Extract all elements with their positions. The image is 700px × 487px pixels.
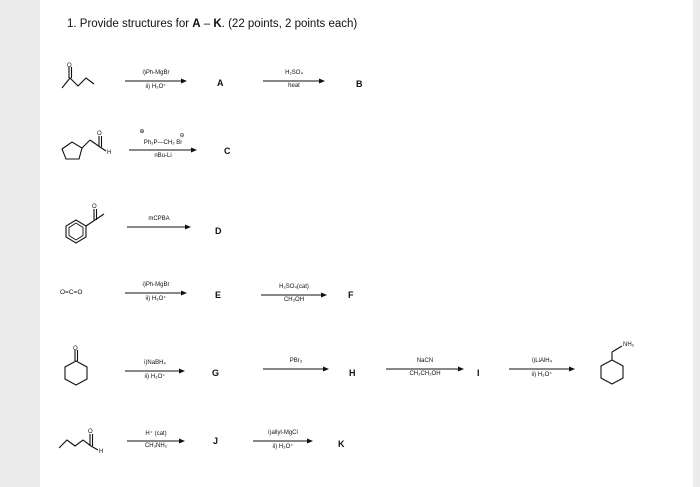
reaction-arrow xyxy=(262,366,330,372)
reagent-label: PBr₃ xyxy=(289,358,303,364)
row5-arrow-2 xyxy=(262,358,330,374)
reagent-label: i)LiAlH₄ xyxy=(531,358,553,364)
reaction-arrow xyxy=(126,224,192,230)
hydrogen-atom: H xyxy=(99,449,104,455)
range-sep: – xyxy=(200,18,214,30)
product-label-I: I xyxy=(477,368,480,378)
range-start: A xyxy=(192,18,201,30)
reagent-label: H⁺ (cat) xyxy=(145,431,167,437)
product-label-A: A xyxy=(217,78,224,88)
row6-arrow-1 xyxy=(126,430,186,456)
product-label-C: C xyxy=(224,146,231,156)
row1-ketone-structure xyxy=(56,62,106,92)
reagent-label: mCPBA xyxy=(148,216,170,222)
question-suffix: . (22 points, 2 points each) xyxy=(221,18,358,30)
reagent-label: i)NaBH₄ xyxy=(144,360,166,366)
oxygen-atom: O xyxy=(97,131,102,137)
range-end: K xyxy=(213,18,222,30)
row3-ketone-structure xyxy=(62,200,122,246)
reagent-label: ii) H₃O⁺ xyxy=(272,444,294,450)
row1-arrow-2 xyxy=(262,70,326,96)
oxygen-atom: O xyxy=(88,429,93,435)
row5-arrow-1 xyxy=(124,360,186,386)
row5-arrow-3 xyxy=(385,358,465,384)
reagent-label: H₂SO₄ xyxy=(285,70,303,76)
product-label-D: D xyxy=(215,226,222,236)
reagent-label: H₂SO₄(cat) xyxy=(279,284,309,290)
row6-arrow-2 xyxy=(252,430,314,456)
row3-arrow xyxy=(126,216,192,232)
product-label-F: F xyxy=(348,290,354,300)
product-label-E: E xyxy=(215,290,222,300)
product-label-H: H xyxy=(349,368,356,378)
question-prefix: 1. Provide structures for xyxy=(67,18,193,30)
reagent-label: Ph₃P—CH₃ Br xyxy=(143,140,183,146)
row2-aldehyde-structure xyxy=(54,128,134,166)
row5-arrow-4 xyxy=(508,358,576,384)
row5-cyclohexanone-structure xyxy=(58,344,98,390)
row5-cyclohexylmethylamine-structure xyxy=(592,338,652,394)
reagent-label: i)Ph-MgBr xyxy=(142,282,170,288)
carbon-dioxide-structure: O=C=O xyxy=(60,289,83,296)
product-label-J: J xyxy=(213,436,219,446)
reagent-label: CH₃CH₂OH xyxy=(409,371,441,377)
reagent-label: ii) H₃O⁺ xyxy=(145,84,167,90)
row4-arrow-1 xyxy=(124,282,188,308)
oxygen-atom: O xyxy=(92,204,97,210)
reagent-label: NaCN xyxy=(416,358,434,364)
product-label-K: K xyxy=(338,439,345,449)
hydrogen-atom: H xyxy=(107,150,112,156)
reagent-label: ii) H₃O⁺ xyxy=(531,372,553,378)
amine-group: NH₂ xyxy=(623,342,634,348)
oxygen-atom: O xyxy=(67,63,72,69)
negative-charge-icon: ⊖ xyxy=(179,133,185,139)
worksheet-page xyxy=(40,0,693,487)
oxygen-atom: O xyxy=(73,346,78,352)
reagent-label: i)Ph-MgBr xyxy=(142,70,170,76)
positive-charge-icon: ⊕ xyxy=(139,129,145,135)
reagent-label: CH₃OH xyxy=(283,297,305,303)
row6-aldehyde-structure xyxy=(56,420,116,456)
reagent-label: ii) H₃O⁺ xyxy=(145,296,167,302)
reagent-label: i)allyl-MgCl xyxy=(268,430,298,436)
reagent-label: CH₃NH₂ xyxy=(144,443,168,449)
reagent-label: nBu-Li xyxy=(154,153,172,159)
row1-arrow-1 xyxy=(124,70,188,94)
row4-arrow-2 xyxy=(260,284,328,310)
reagent-label: heat xyxy=(288,83,300,89)
reagent-label: ii) H₃O⁺ xyxy=(144,374,166,380)
product-label-B: B xyxy=(356,79,363,89)
product-label-G: G xyxy=(212,368,220,378)
question-title xyxy=(67,18,357,30)
row2-arrow xyxy=(128,128,198,166)
